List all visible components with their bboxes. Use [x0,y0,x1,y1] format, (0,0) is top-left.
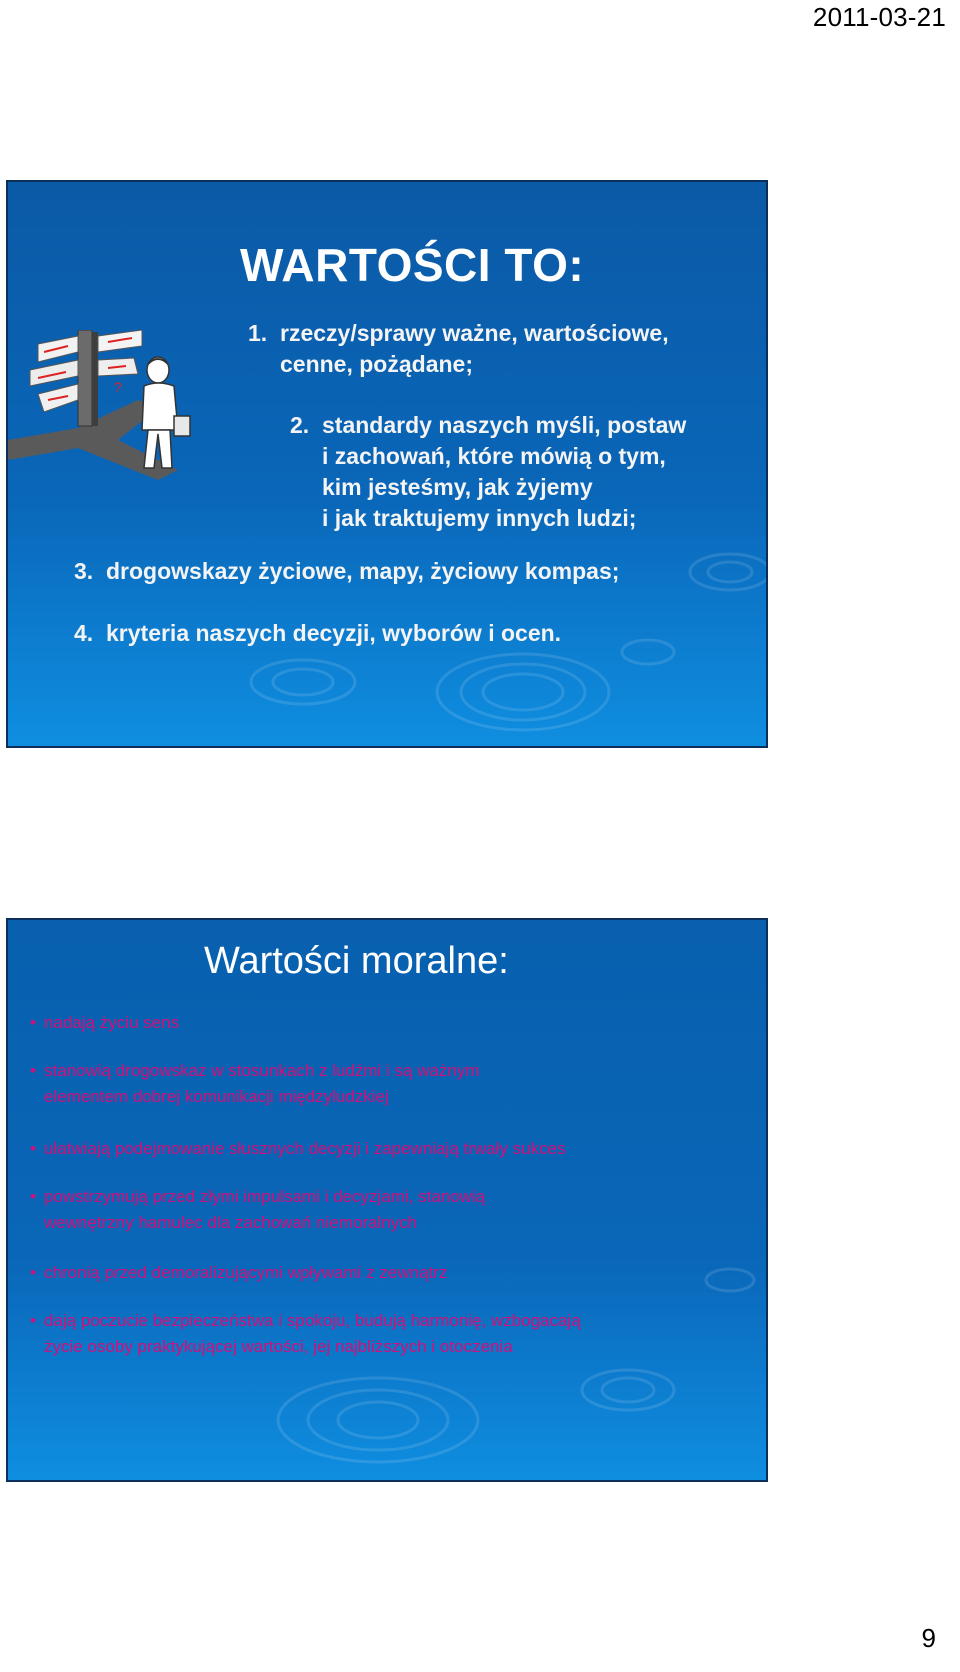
list-item: 4. kryteria naszych decyzji, wyborów i ocen. [74,620,562,646]
page-number: 9 [921,1623,936,1653]
slide-title: WARTOŚCI TO: [240,239,585,291]
svg-text:?: ? [114,379,122,395]
slide-moral-values [6,918,768,1482]
slide-values-definition [6,180,768,748]
list-item: 3. drogowskazy życiowe, mapy, życiowy kompas; [74,558,620,584]
bullet-item: • dają poczucie bezpieczeństwa i spokoju, budują harmonię, wzbogacają życie osoby praktykującej wartości, jej najbliższych i otoczenia [30,1311,581,1356]
bullet-item: • nadają życiu sens [30,1013,180,1032]
bullet-item: • powstrzymują przed złymi impulsami i decyzjami, stanowią wewnętrzny hamulec dla zachowań niemoralnych [30,1187,486,1232]
slide-title: Wartości moralne: [204,940,509,982]
bullet-item: • stanowią drogowskaz w stosunkach z ludźmi i są ważnym elementem dobrej komunikacji międzyludzkiej [30,1061,480,1106]
page-date: 2011-03-21 [812,2,946,32]
list-item: 2. standardy naszych myśli, postaw i zachowań, które mówią o tym, kim jesteśmy, jak żyjemy i jak traktujemy innych ludzi; [290,412,687,531]
list-item: 1. rzeczy/sprawy ważne, wartościowe, cenne, pożądane; [248,320,669,377]
signpost-with-man-icon [8,330,208,480]
bullet-item: • ułatwiają podejmowanie słusznych decyzji i zapewniają trwały sukces [30,1139,566,1158]
bullet-item: • chronią przed demoralizującymi wpływami z zewnątrz [30,1263,448,1282]
